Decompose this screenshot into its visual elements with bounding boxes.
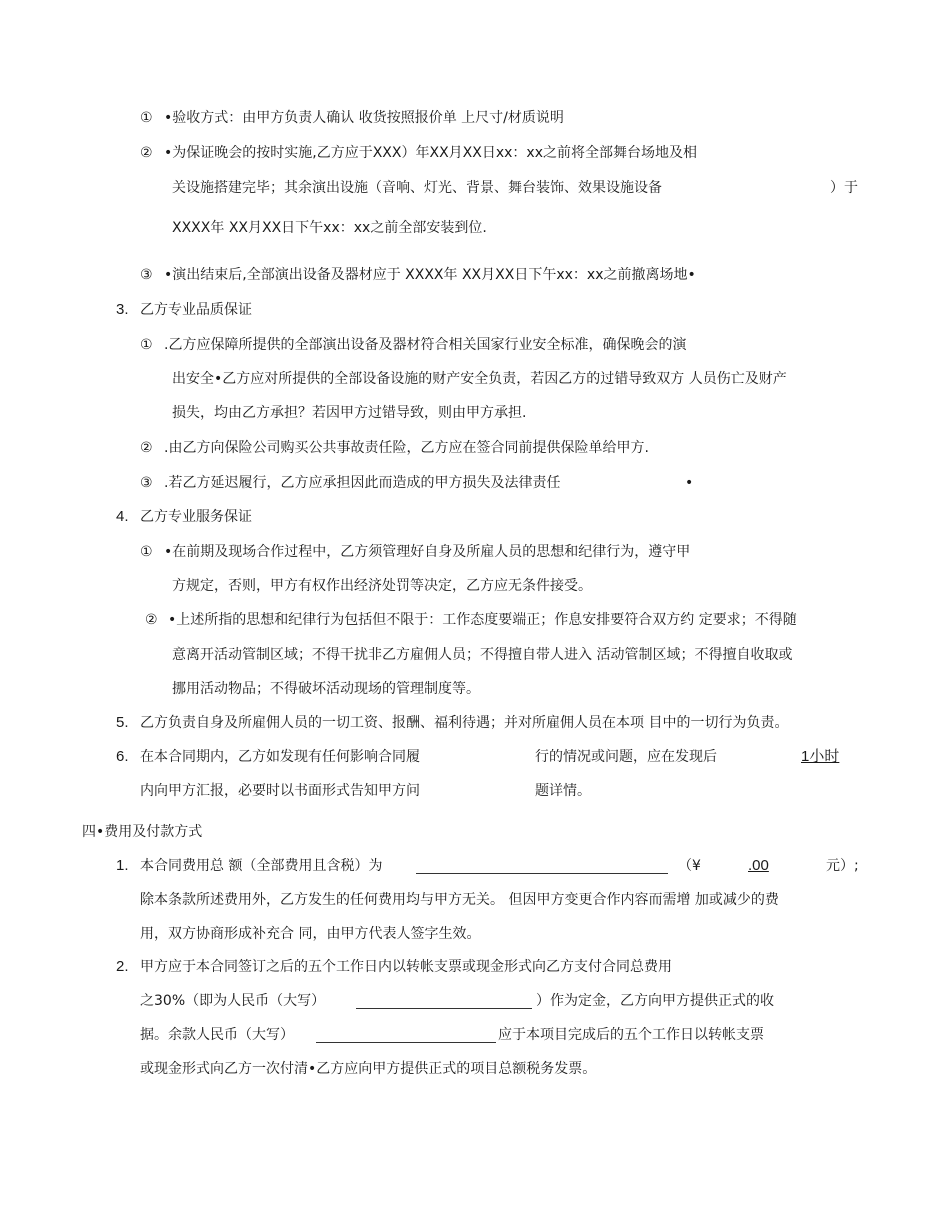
section-number: 5. xyxy=(116,714,129,731)
report-line1-left: 在本合同期内，乙方如发现有任何影响合同履 xyxy=(140,749,420,765)
service-line1: •在前期及现场合作过程中，乙方须管理好自身及所雇人员的思想和纪律行为，遵守甲 xyxy=(164,544,691,560)
quality-line1: .乙方应保障所提供的全部演出设备及器材符合相关国家行业安全标准，确保晚会的演 xyxy=(164,337,687,353)
clause-number: 1. xyxy=(116,857,129,874)
insurance-text: .由乙方向保险公司购买公共事故责任险，乙方应在签合同前提供保险单给甲方. xyxy=(164,440,649,456)
conduct-line1: •上述所指的思想和纪律行为包括但不限于：工作态度要端正；作息安排要符合双方约 定要求；不得随 xyxy=(168,612,797,628)
section-number: 6. xyxy=(116,748,129,765)
yuan-close: 元）; xyxy=(826,858,859,874)
setup-deadline-line1: •为保证晚会的按时实施,乙方应于XXX）年XX月XX日xx：xx之前将全部舞台场地及相 xyxy=(164,145,697,161)
balance-label: 据。余款人民币（大写） xyxy=(140,1027,294,1043)
yen-open: （¥ xyxy=(678,858,701,874)
conduct-line2: 意离开活动管制区域；不得干扰非乙方雇佣人员；不得擅自带人进入 活动管制区域；不得擅自收取或 xyxy=(172,647,793,663)
section-title: 乙方专业品质保证 xyxy=(140,302,252,318)
section-title: 乙方专业服务保证 xyxy=(140,509,252,525)
item-marker: ③ xyxy=(140,267,153,283)
report-line1-right: 行的情况或问题，应在发现后 xyxy=(535,749,717,765)
report-line2-left: 内向甲方汇报，必要时以书面形式告知甲方问 xyxy=(140,783,420,799)
payment-line4: 或现金形式向乙方一次付清•乙方应向甲方提供正式的项目总额税务发票。 xyxy=(140,1061,597,1077)
item-marker: ① xyxy=(140,110,153,126)
deposit-label-end: ）作为定金，乙方向甲方提供正式的收 xyxy=(536,993,774,1009)
quality-line3: 损失，均由乙方承担？若因甲方过错导致，则由甲方承担. xyxy=(172,405,527,421)
deposit-label: 之30%（即为人民币（大写） xyxy=(140,993,326,1009)
report-line2-right: 题详情。 xyxy=(535,783,591,799)
item-marker: ② xyxy=(140,440,153,456)
quality-line2: 出安全•乙方应对所提供的全部设备设施的财产安全负责，若因乙方的过错导致双方 人员伤亡及财产 xyxy=(172,371,787,387)
report-hours: 1小时 xyxy=(801,748,840,765)
part-heading: 四•费用及付款方式 xyxy=(82,824,203,840)
fee-terms-line2: 除本条款所述费用外，乙方发生的任何费用均与甲方无关。 但因甲方变更合作内容而需增 加或减少的费 xyxy=(140,892,779,908)
total-fee-blank xyxy=(416,873,668,874)
setup-deadline-line3: XXXX年 XX月XX日下午xx：xx之前全部安装到位. xyxy=(172,220,487,236)
balance-label-end: 应于本项目完成后的五个工作日以转帐支票 xyxy=(498,1027,764,1043)
setup-deadline-line2: 关设施搭建完毕；其余演出设施（音响、灯光、背景、舞台装饰、效果设施设备 xyxy=(172,180,662,196)
deposit-blank xyxy=(356,1008,532,1009)
fee-amount: .00 xyxy=(748,857,769,874)
clause-number: 2. xyxy=(116,958,129,975)
item-marker: ② xyxy=(140,145,153,161)
item-marker: ③ xyxy=(140,475,153,491)
item-marker: ① xyxy=(140,337,153,353)
balance-blank xyxy=(316,1042,496,1043)
wages-text: 乙方负责自身及所雇佣人员的一切工资、报酬、福利待遇；并对所雇佣人员在本项 目中的一切行为负责。 xyxy=(140,715,789,731)
acceptance-text: •验收方式：由甲方负责人确认 收货按照报价单 上尺寸/材质说明 xyxy=(164,110,564,126)
bullet-dot: • xyxy=(685,475,694,491)
total-fee-label: 本合同费用总 额（全部费用且含税）为 xyxy=(140,858,383,874)
section-number: 3. xyxy=(116,301,129,318)
payment-line1: 甲方应于本合同签订之后的五个工作日内以转帐支票或现金形式向乙方支付合同总费用 xyxy=(140,959,672,975)
delay-liability-text: .若乙方延迟履行，乙方应承担因此而造成的甲方损失及法律责任 xyxy=(164,475,561,491)
teardown-text: •演出结束后,全部演出设备及器材应于 XXXX年 XX月XX日下午xx：xx之前撤离场地• xyxy=(164,267,696,283)
section-number: 4. xyxy=(116,508,129,525)
item-marker: ② xyxy=(145,612,158,628)
conduct-line3: 挪用活动物品；不得破坏活动现场的管理制度等。 xyxy=(172,681,480,697)
service-line2: 方规定，否则，甲方有权作出经济处罚等决定，乙方应无条件接受。 xyxy=(172,578,592,594)
item-marker: ① xyxy=(140,544,153,560)
setup-deadline-line2-end: ）于 xyxy=(830,180,858,196)
fee-terms-line3: 用，双方协商形成补充合 同，由甲方代表人签字生效。 xyxy=(140,926,481,942)
